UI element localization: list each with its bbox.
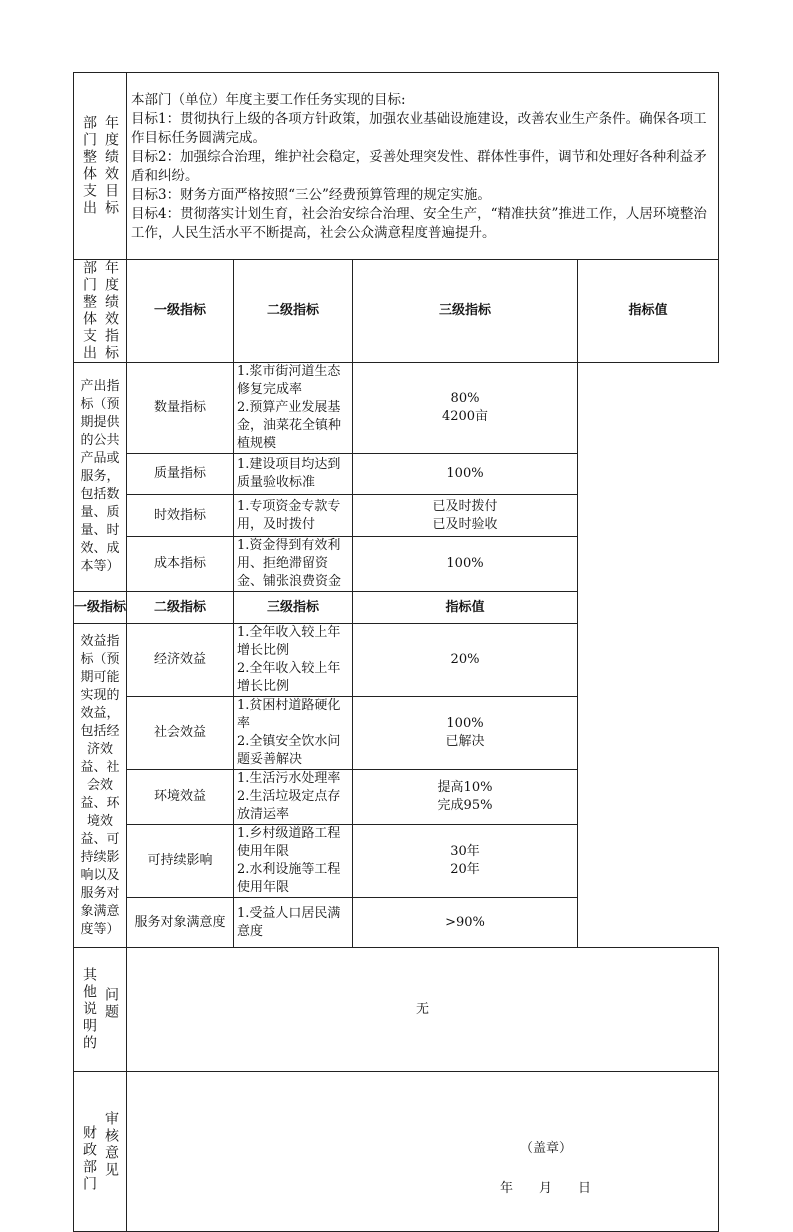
level2-cell: 时效指标 xyxy=(127,495,234,537)
goal-2: 目标2：加强综合治理，维护社会稳定，妥善处理突发性、群体性事件，调节和处理好各种利益矛盾和纠纷。 xyxy=(131,149,707,184)
header-level1: 一级指标 xyxy=(127,260,234,363)
table-row xyxy=(74,697,719,770)
level3-cell: 1.建设项目均达到质量验收标准 xyxy=(234,454,353,495)
table-row xyxy=(74,363,719,454)
level2-cell: 经济效益 xyxy=(127,624,234,697)
other-content: 无 xyxy=(127,948,719,1072)
value-cell: 80% 4200亩 xyxy=(353,363,578,454)
level1-cell: 效益指标（预期可能实现的效益，包括经济效益、社会效益、环境效益、可持续影响以及服务对象满意度等） xyxy=(74,624,127,948)
value-cell: 100% xyxy=(353,537,578,592)
level3-cell: 1.资金得到有效利用、拒绝滞留资金、铺张浪费资金 xyxy=(234,537,353,592)
level3-cell: 1.全年收入较上年增长比例 2.全年收入较上年增长比例 xyxy=(234,624,353,697)
section-label-indicators xyxy=(74,260,127,363)
label-right: 审核意见 xyxy=(103,1110,119,1179)
table-row xyxy=(74,495,719,537)
level3-cell: 1.浆市街河道生态修复完成率 2.预算产业发展基金，油菜花全镇种植规模 xyxy=(234,363,353,454)
value-cell: >90% xyxy=(353,898,578,948)
seal-label: （盖章） xyxy=(520,1141,573,1156)
review-content xyxy=(127,1072,719,1232)
level2-cell: 环境效益 xyxy=(127,770,234,825)
level3-cell: 1.专项资金专款专用，及时拨付 xyxy=(234,495,353,537)
header-cell: 三级指标 xyxy=(234,592,353,624)
level2-cell: 数量指标 xyxy=(127,363,234,454)
label-right: 年度绩效指标 xyxy=(103,260,119,362)
table-row xyxy=(74,624,719,697)
header-cell: 指标值 xyxy=(353,592,578,624)
value-cell: 100% 已解决 xyxy=(353,697,578,770)
section-label-goals xyxy=(74,73,127,260)
table-row xyxy=(74,537,719,592)
table-row xyxy=(74,825,719,898)
value-cell: 已及时拨付 已及时验收 xyxy=(353,495,578,537)
goal-1: 目标1：贯彻执行上级的各项方针政策，加强农业基础设施建设，改善农业生产条件。确保各项工作目标任务圆满完成。 xyxy=(131,111,707,146)
header-cell: 二级指标 xyxy=(127,592,234,624)
header-level3: 三级指标 xyxy=(353,260,578,363)
level2-cell: 成本指标 xyxy=(127,537,234,592)
label-left: 部门整体支出 xyxy=(81,115,97,217)
level3-cell: 1.贫困村道路硬化率 2.全镇安全饮水问题妥善解决 xyxy=(234,697,353,770)
level2-cell: 社会效益 xyxy=(127,697,234,770)
table-row xyxy=(74,770,719,825)
value-cell: 20% xyxy=(353,624,578,697)
level2-cell: 服务对象满意度 xyxy=(127,898,234,948)
goal-intro: 本部门（单位）年度主要工作任务实现的目标: xyxy=(131,92,406,108)
section-label-other xyxy=(74,948,127,1072)
goal-4: 目标4：贯彻落实计划生育，社会治安综合治理、安全生产，“精准扶贫”推进工作，人居环境整治工作，人民生活水平不断提高，社会公众满意程度普遍提升。 xyxy=(131,206,707,241)
section-label-review xyxy=(74,1072,127,1232)
level1-cell: 产出指标（预期提供的公共产品或服务，包括数量、质量、时效、成本等） xyxy=(74,363,127,592)
goals-text xyxy=(127,73,719,260)
header-cell: 一级指标 xyxy=(74,592,127,624)
value-cell: 30年 20年 xyxy=(353,825,578,898)
performance-form xyxy=(73,72,719,1232)
goal-3: 目标3：财务方面严格按照“三公”经费预算管理的规定实施。 xyxy=(131,187,491,203)
label-left: 财政部门 xyxy=(81,1124,97,1193)
level3-cell: 1.受益人口居民满意度 xyxy=(234,898,353,948)
value-cell: 提高10% 完成95% xyxy=(353,770,578,825)
table-row xyxy=(74,454,719,495)
label-right: 年度绩效目标 xyxy=(103,115,119,217)
level3-cell: 1.乡村级道路工程使用年限 2.水利设施等工程使用年限 xyxy=(234,825,353,898)
level2-cell: 质量指标 xyxy=(127,454,234,495)
level3-cell: 1.生活污水处理率 2.生活垃圾定点存放清运率 xyxy=(234,770,353,825)
level2-cell: 可持续影响 xyxy=(127,825,234,898)
header-level2: 二级指标 xyxy=(234,260,353,363)
label-left: 其他说明的 xyxy=(81,967,97,1052)
label-left: 部门整体支出 xyxy=(81,260,97,362)
label-right: 问题 xyxy=(103,987,119,1021)
header-value: 指标值 xyxy=(578,260,719,363)
date-label: 年 月 日 xyxy=(500,1181,592,1196)
value-cell: 100% xyxy=(353,454,578,495)
table-row xyxy=(74,898,719,948)
